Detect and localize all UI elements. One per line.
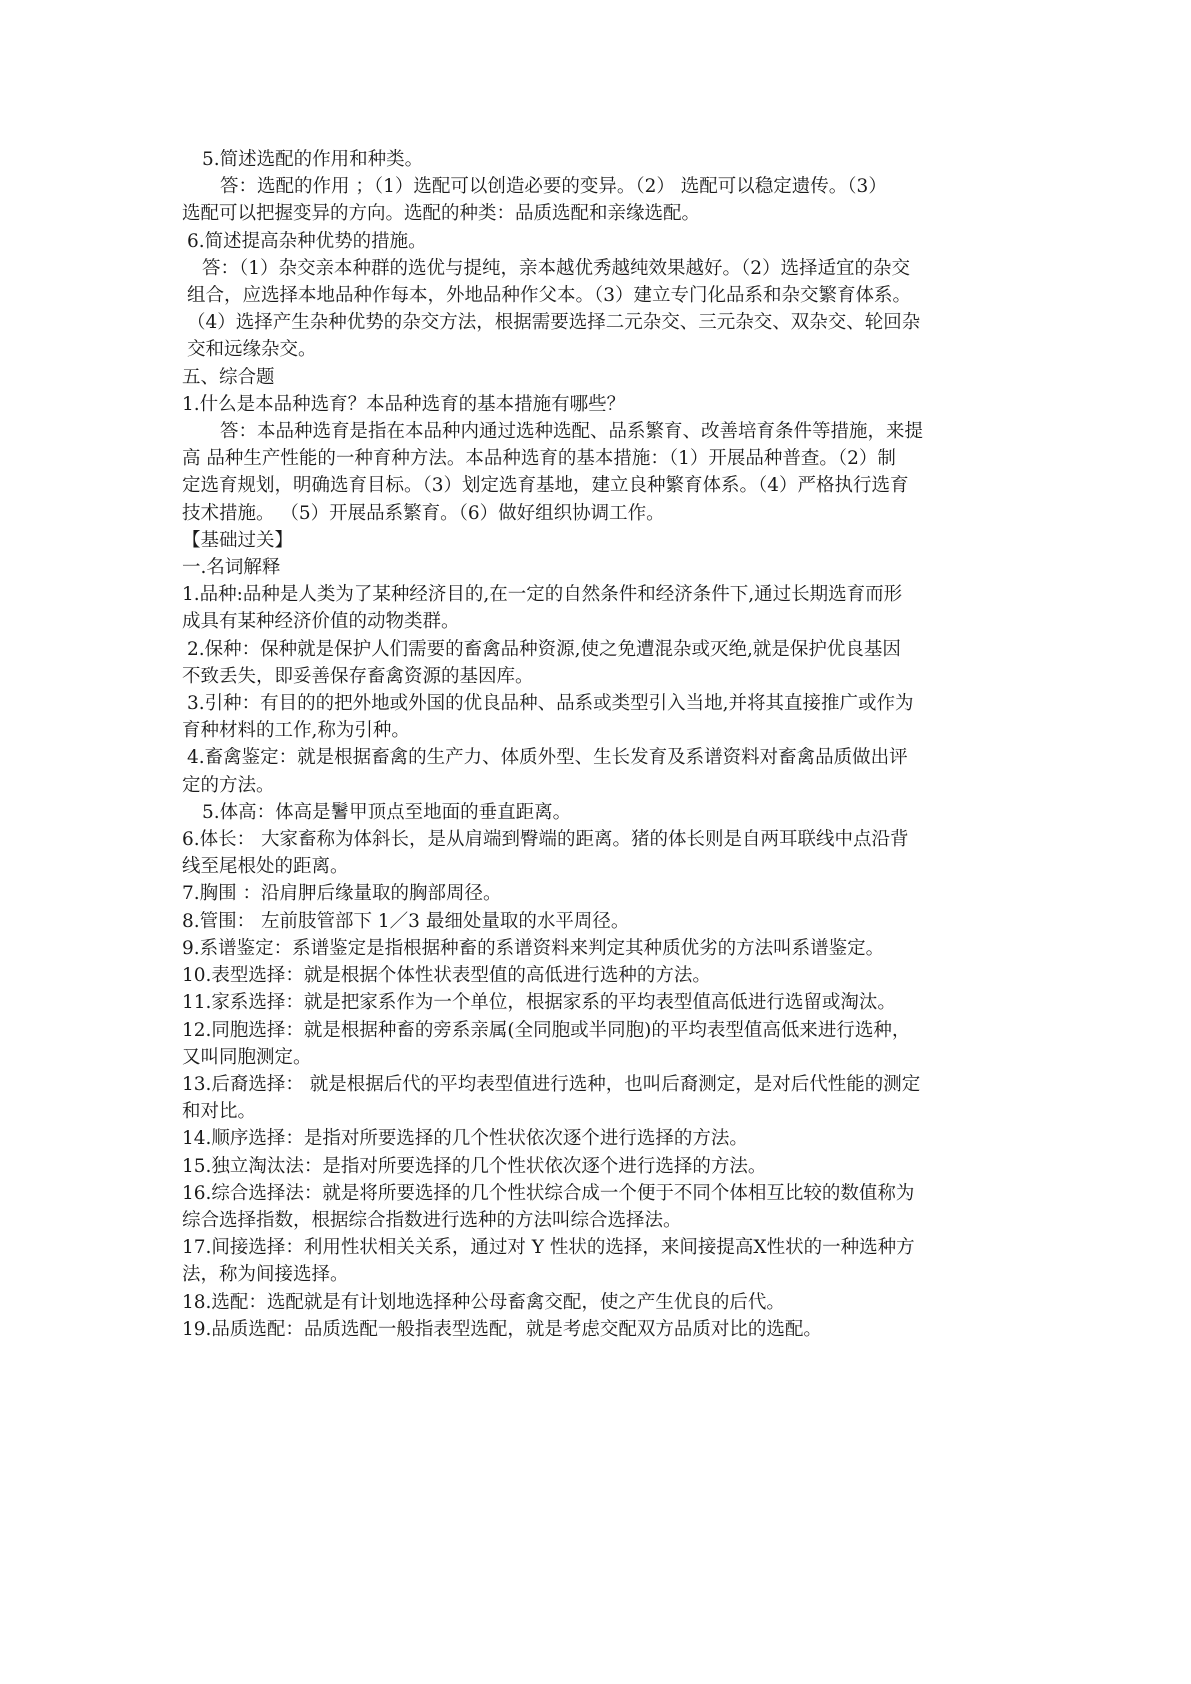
definition-text: 11.家系选择：就是把家系作为一个单位，根据家系的平均表型值高低进行选留或淘汰。 (182, 992, 896, 1014)
definition-text: 19.品质选配：品质选配一般指表型选配，就是考虑交配双方品质对比的选配。 (182, 1318, 822, 1340)
section-heading: 五、综合题 (182, 366, 275, 388)
answer-text: 答：（1）杂交亲本种群的选优与提纯，亲本越优秀越纯效果越好。（2）选择适宜的杂交 (202, 257, 911, 279)
definition-text: 2.保种：保种就是保护人们需要的畜禽品种资源,使之免遭混杂或灭绝,就是保护优良基因 (187, 638, 901, 660)
definition-text: 7.胸围 ：沿肩胛后缘量取的胸部周径。 (182, 883, 502, 905)
question-heading: 6.简述提高杂种优势的措施。 (187, 230, 427, 252)
answer-text: 答：本品种选育是指在本品种内通过选种选配、品系繁育、改善培育条件等措施，来提 (220, 421, 924, 443)
definition-text: 法，称为间接选择。 (182, 1264, 349, 1286)
answer-text: 高 品种生产性能的一种育种方法。本品种选育的基本措施：（1）开展品种普查。（2）制 (182, 448, 896, 470)
definition-text: 10.表型选择：就是根据个体性状表型值的高低进行选种的方法。 (182, 965, 711, 987)
definition-text: 9.系谱鉴定：系谱鉴定是指根据种畜的系谱资料来判定其种质优劣的方法叫系谱鉴定。 (182, 937, 885, 959)
definition-text: 1.品种:品种是人类为了某种经济目的,在一定的自然条件和经济条件下,通过长期选育而形 (182, 584, 903, 606)
definition-text: 15.独立淘汰法：是指对所要选择的几个性状依次逐个进行选择的方法。 (182, 1155, 767, 1177)
definition-text: 又叫同胞测定。 (182, 1046, 312, 1068)
answer-text: 选配可以把握变异的方向。选配的种类：品质选配和亲缘选配。 (182, 203, 701, 225)
definition-text: 3.引种：有目的的把外地或外国的优良品种、品系或类型引入当地,并将其直接推广或作为 (187, 693, 914, 715)
definition-text: 17.间接选择：利用性状相关关系，通过对 Y 性状的选择，来间接提高Ⅹ性状的一种选种方 (182, 1237, 915, 1259)
definition-text: 和对比。 (182, 1101, 257, 1123)
definition-text: 育种材料的工作,称为引种。 (182, 720, 410, 742)
definition-text: 8.管围： 左前肢管部下 1／3 最细处量取的水平周径。 (182, 910, 630, 932)
answer-text: 交和远缘杂交。 (187, 339, 317, 361)
answer-text: 组合，应选择本地品种作每本，外地品种作父本。（3）建立专门化品系和杂交繁育体系。 (187, 285, 912, 307)
definition-text: 定的方法。 (182, 774, 275, 796)
definition-text: 14.顺序选择：是指对所要选择的几个性状依次逐个进行选择的方法。 (182, 1128, 748, 1150)
definition-text: 5.体高：体高是鬐甲顶点至地面的垂直距离。 (202, 801, 572, 823)
definition-text: 综合选择指数，根据综合指数进行选种的方法叫综合选择法。 (182, 1209, 682, 1231)
definition-text: 6.体长： 大家畜称为体斜长，是从肩端到臀端的距离。猪的体长则是自两耳联线中点沿背 (182, 829, 909, 851)
answer-text: （4）选择产生杂种优势的杂交方法，根据需要选择二元杂交、三元杂交、双杂交、轮回杂 (187, 312, 921, 334)
section-heading: 【基础过关】 (182, 529, 294, 551)
definition-text: 不致丢失，即妥善保存畜禽资源的基因库。 (182, 665, 534, 687)
section-heading: 一.名词解释 (182, 557, 281, 579)
answer-text: 技术措施。 （5）开展品系繁育。（6）做好组织协调工作。 (182, 502, 665, 524)
document-page (182, 146, 1020, 1343)
definition-text: 12.同胞选择：就是根据种畜的旁系亲属(全同胞或半同胞)的平均表型值高低来进行选种， (182, 1019, 911, 1041)
answer-text: 答：选配的作用 ；（1）选配可以创造必要的变异。（2） 选配可以稳定遗传。（3） (220, 176, 887, 198)
definition-text: 18.选配：选配就是有计划地选择种公母畜禽交配，使之产生优良的后代。 (182, 1291, 785, 1313)
answer-text: 定选育规划，明确选育目标。（3）划定选育基地，建立良种繁育体系。（4）严格执行选育 (182, 475, 909, 497)
question-heading: 5.简述选配的作用和种类。 (202, 149, 424, 170)
definition-text: 4.畜禽鉴定：就是根据畜禽的生产力、体质外型、生长发育及系谱资料对畜禽品质做出评 (187, 747, 908, 769)
definition-text: 13.后裔选择： 就是根据后代的平均表型值进行选种，也叫后裔测定，是对后代性能的测定 (182, 1073, 921, 1095)
definition-text: 成具有某种经济价值的动物类群。 (182, 611, 460, 633)
definition-text: 16.综合选择法：就是将所要选择的几个性状综合成一个便于不同个体相互比较的数值称为 (182, 1182, 915, 1204)
question-heading: 1.什么是本品种选育？本品种选育的基本措施有哪些？ (182, 393, 626, 415)
definition-text: 线至尾根处的距离。 (182, 856, 349, 878)
